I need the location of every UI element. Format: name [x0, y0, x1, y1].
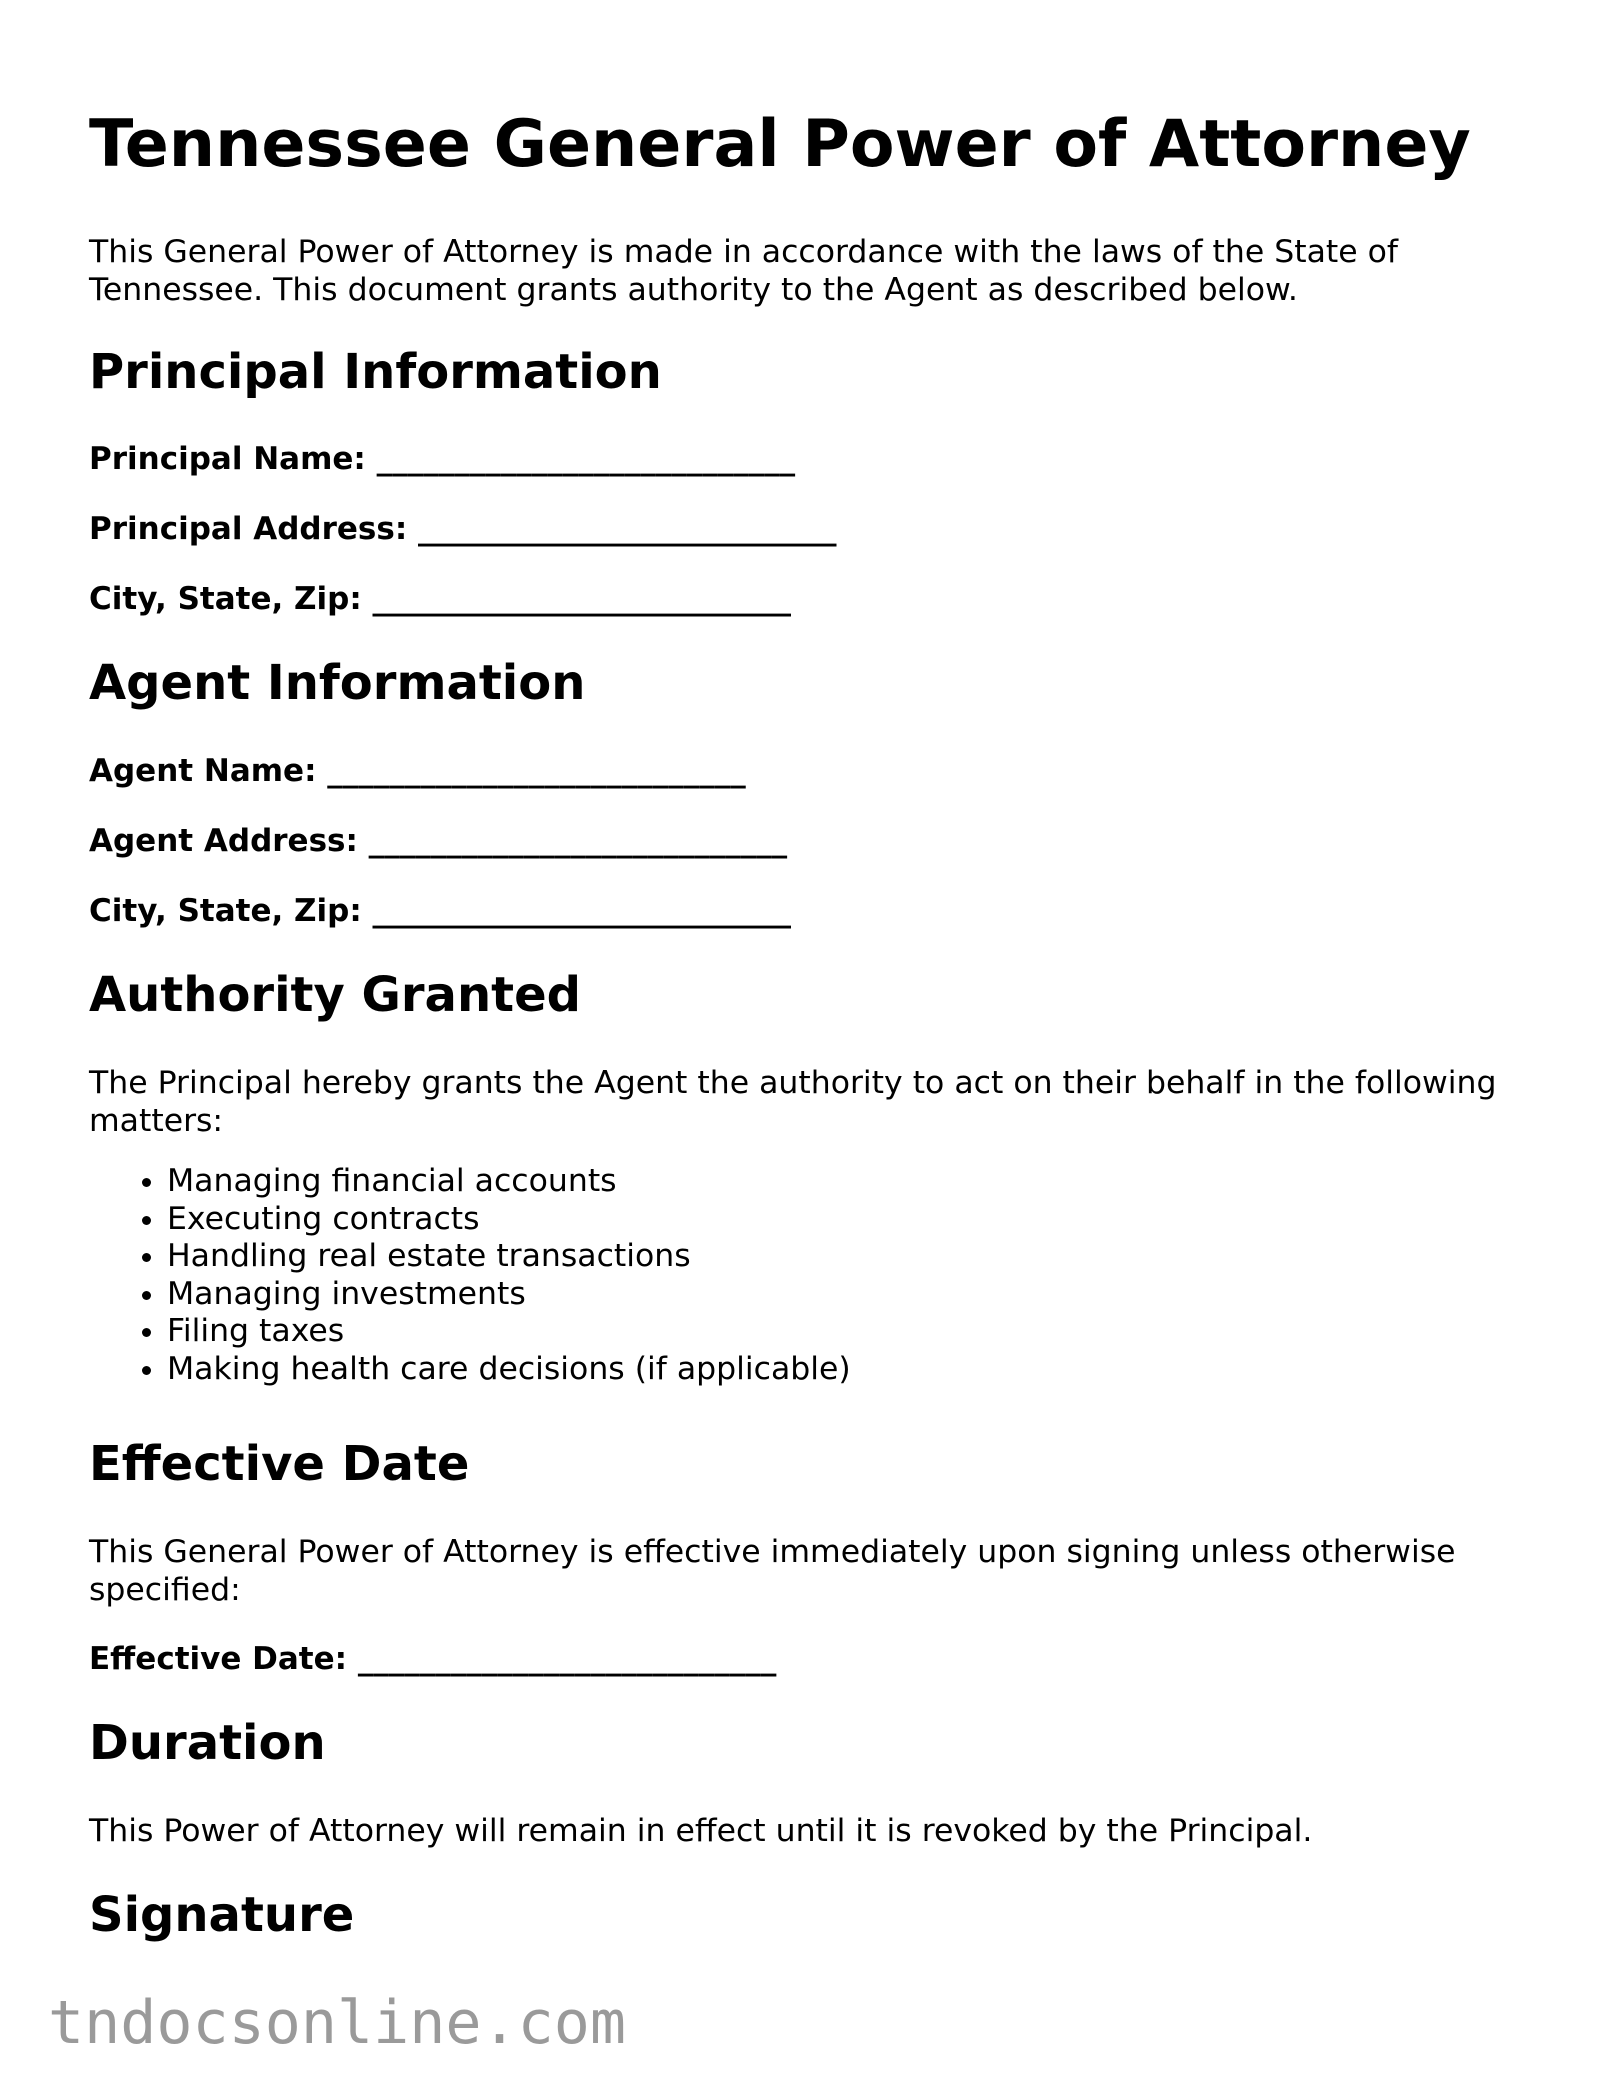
signature-heading: Signature: [89, 1887, 355, 1943]
authority-list-item: • Managing investments: [167, 1276, 851, 1314]
agent-city-label: City, State, Zip:: [89, 893, 362, 929]
principal-city-label: City, State, Zip:: [89, 581, 362, 617]
principal-address-label: Principal Address:: [89, 511, 408, 547]
principal-address-field: [89, 511, 837, 548]
authority-list-item: • Executing contracts: [167, 1201, 851, 1239]
authority-list-item: • Filing taxes: [167, 1313, 851, 1351]
authority-list-item: • Handling real estate transactions: [167, 1238, 851, 1276]
authority-intro: The Principal hereby grants the Agent the authority to act on their behalf in the following matters:: [89, 1065, 1497, 1139]
agent-address-field: [89, 823, 787, 860]
effective-date-field: [89, 1641, 776, 1678]
principal-name-label: Principal Name:: [89, 441, 366, 477]
agent-address-blank: ___________________________: [368, 823, 788, 859]
principal-city-blank: ___________________________: [372, 581, 792, 617]
agent-name-label: Agent Name:: [89, 753, 317, 789]
principal-heading: Principal Information: [89, 344, 662, 400]
agent-city-blank: ___________________________: [372, 893, 792, 929]
agent-name-blank: ___________________________: [327, 753, 746, 789]
principal-city-field: [89, 581, 791, 618]
duration-paragraph: This Power of Attorney will remain in effect until it is revoked by the Principal.: [89, 1813, 1313, 1849]
agent-address-label: Agent Address:: [89, 823, 358, 859]
intro-paragraph: This General Power of Attorney is made in accordance with the laws of the State of Tennessee. This document grants authority to the Agent as described below.: [89, 234, 1399, 308]
principal-name-field: [89, 441, 795, 478]
effective-date-blank: ___________________________: [357, 1641, 777, 1677]
agent-heading: Agent Information: [89, 655, 586, 711]
watermark-text: tndocsonline.com: [48, 1988, 626, 2058]
principal-name-blank: ___________________________: [376, 441, 796, 477]
effective-date-heading: Effective Date: [89, 1436, 470, 1492]
principal-address-blank: ___________________________: [418, 511, 837, 547]
authority-list: [89, 1163, 851, 1388]
authority-heading: Authority Granted: [89, 967, 581, 1023]
effective-date-label: Effective Date:: [89, 1641, 348, 1677]
agent-name-field: [89, 753, 746, 790]
effective-date-paragraph: This General Power of Attorney is effective immediately upon signing unless otherwise specified:: [89, 1534, 1456, 1608]
agent-city-field: [89, 893, 791, 930]
document-title: Tennessee General Power of Attorney: [89, 107, 1471, 182]
authority-list-item: • Making health care decisions (if applicable): [167, 1351, 851, 1389]
duration-heading: Duration: [89, 1715, 326, 1771]
authority-list-item: • Managing financial accounts: [167, 1163, 851, 1201]
